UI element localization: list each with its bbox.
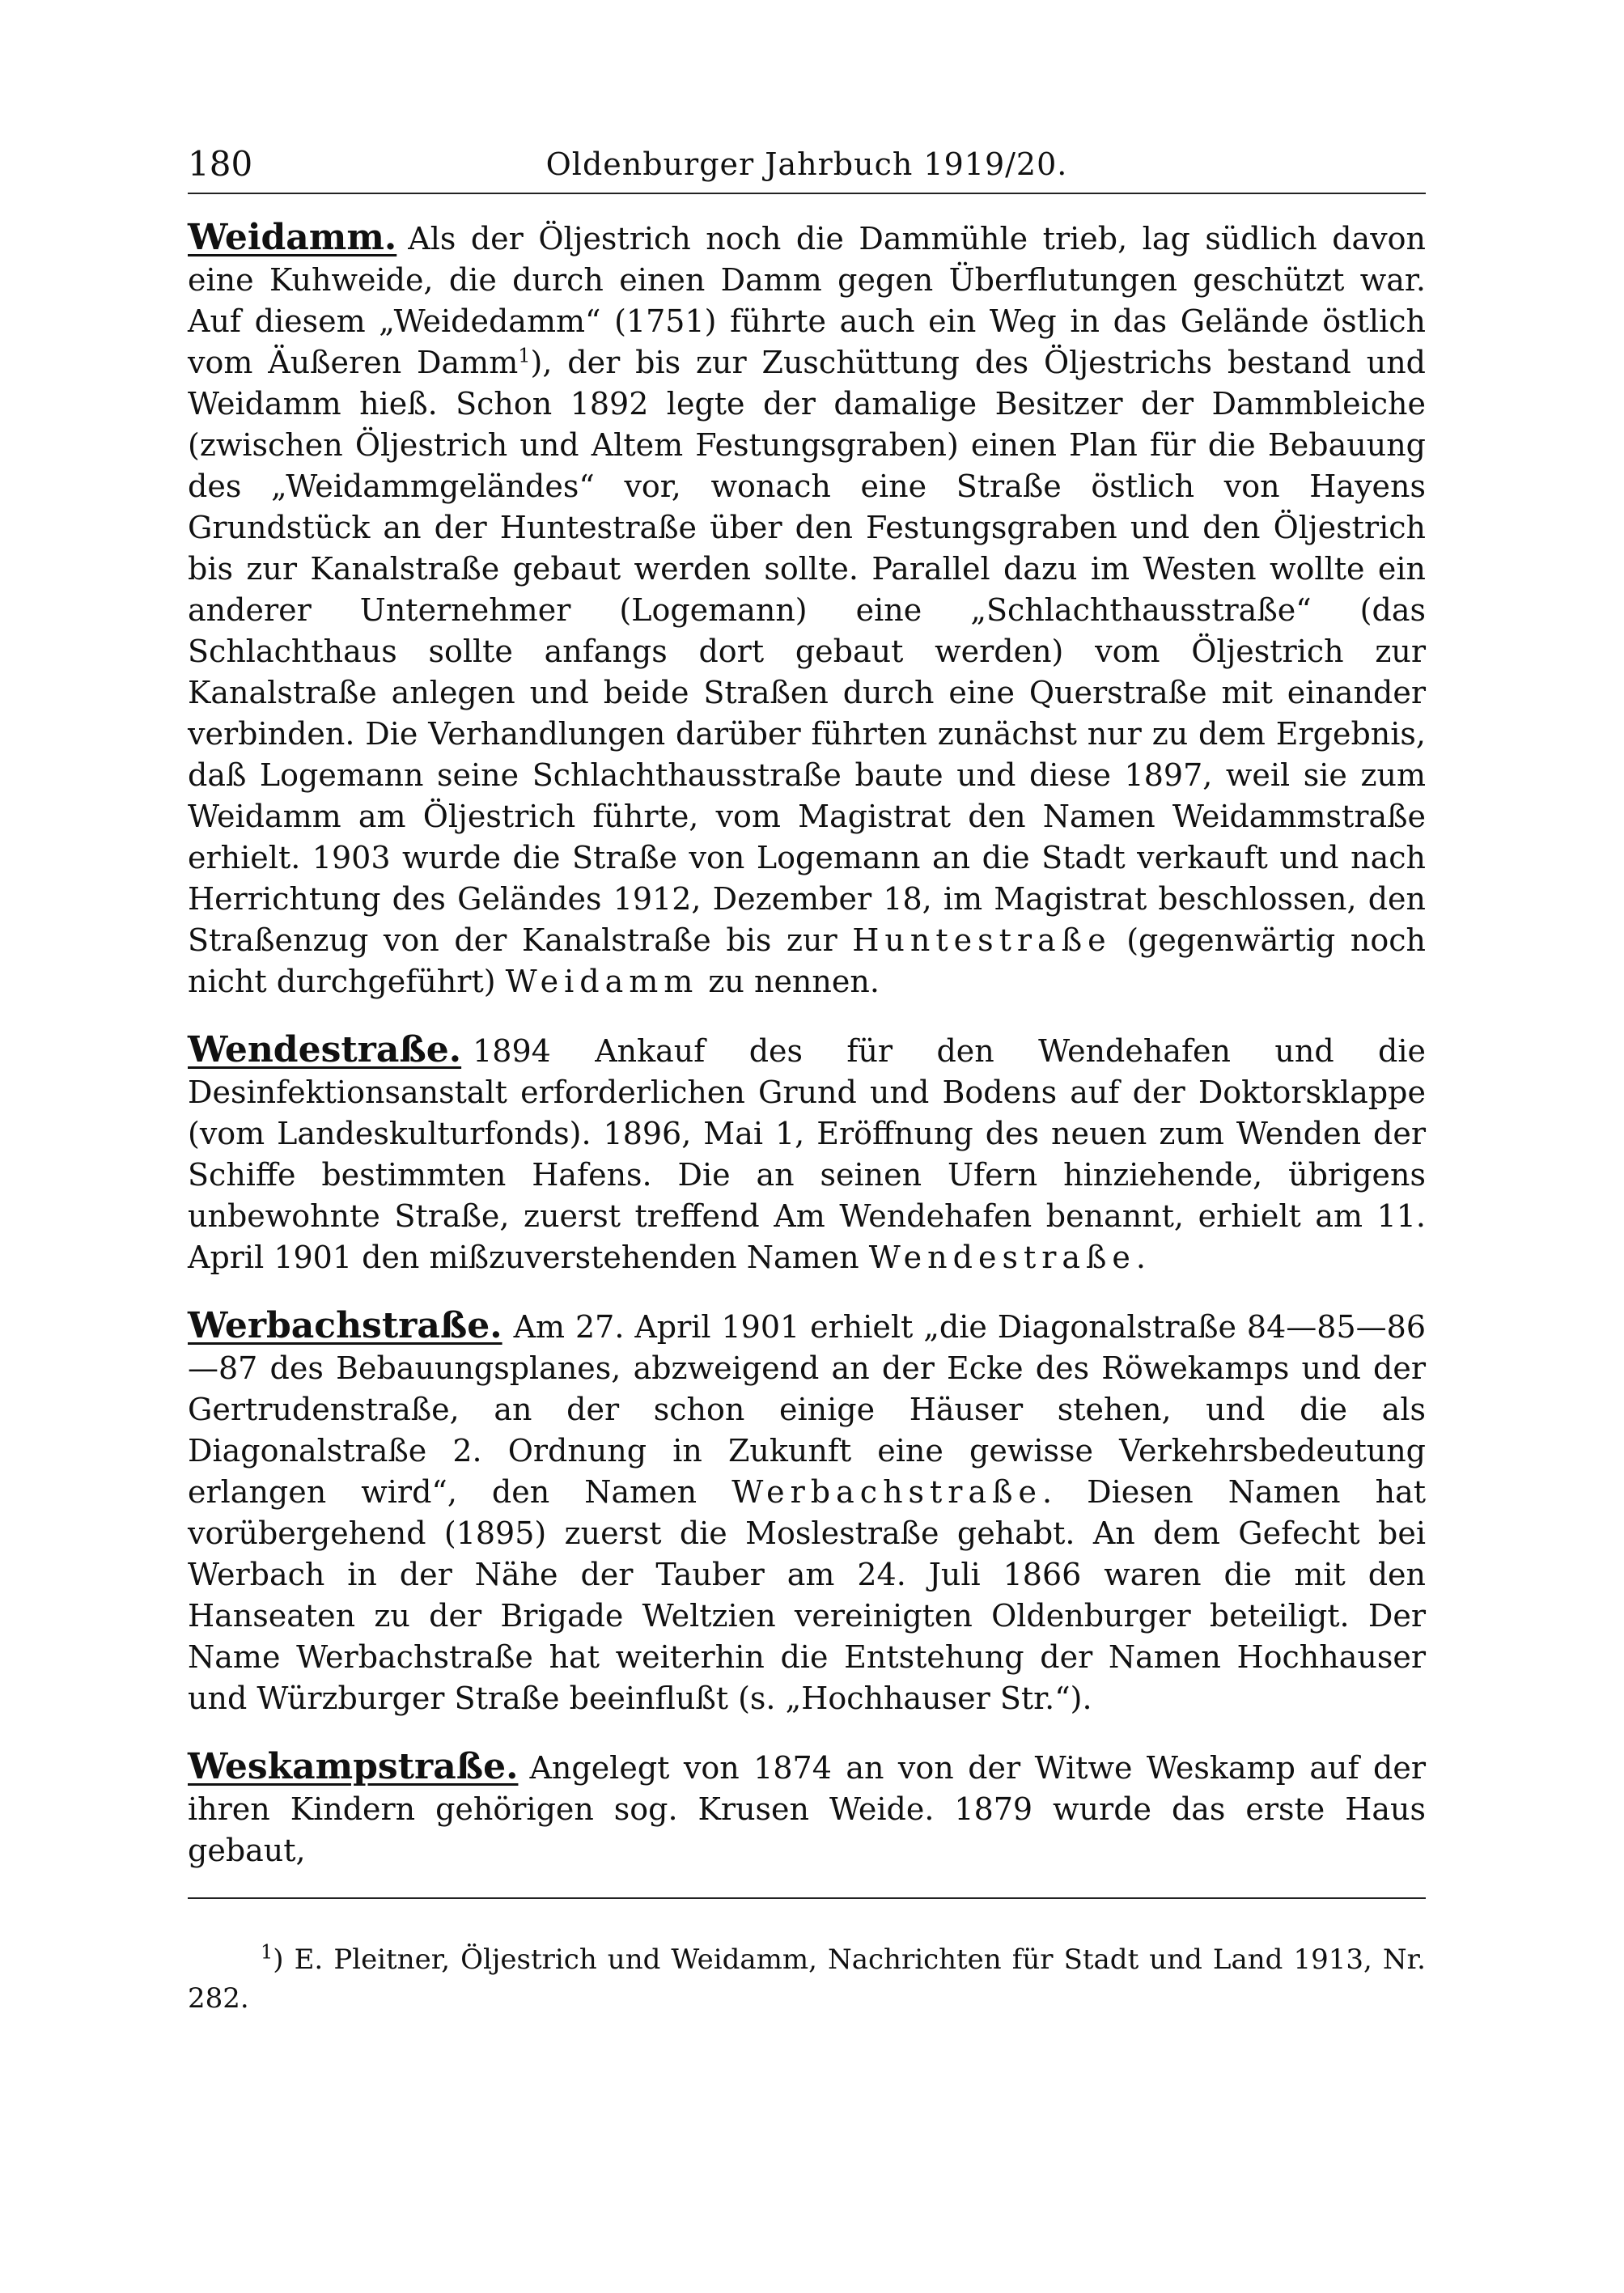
headword: Weidamm. xyxy=(188,217,397,258)
footnote-reference: 1 xyxy=(518,344,531,367)
entry-text: zu nennen. xyxy=(708,964,880,999)
page-number: 180 xyxy=(188,144,253,184)
headword: Wendestraße. xyxy=(188,1029,462,1070)
footnote xyxy=(188,1940,1426,2018)
entry-weidamm xyxy=(188,217,1426,1002)
entry-text: . xyxy=(1135,1240,1147,1275)
body-text xyxy=(188,217,1426,1871)
headword: Werbachstraße. xyxy=(188,1305,502,1346)
spaced-word: Wendestraße xyxy=(868,1240,1136,1275)
spaced-word: Weidamm xyxy=(505,964,699,999)
header-rule xyxy=(188,193,1426,194)
entry-werbachstrasse xyxy=(188,1305,1426,1719)
spaced-word: Werbachstraße xyxy=(731,1474,1042,1510)
footnote-marker: 1 xyxy=(261,1940,273,1964)
entry-text: Am 27. April 1901 erhielt „die Diagonalstraße 84—85—86—87 des Bebauungsplanes, abzweigend an der Ecke des Röwekamps und der Gertrudenstraße, an der schon einige Häuser stehen, und die als Diagonalstraße 2. Ordnung in Zukunft eine gewisse Verkehrsbedeutung erlangen wird“, den Namen xyxy=(188,1309,1426,1510)
entry-text: Als der Öljestrich noch die Dammühle trieb, lag südlich davon eine Kuhweide, die durch einen Damm gegen Überflutungen geschützt war. Auf diesem „Weidedamm“ (1751) führte auch ein Weg in das Gelände östlich vom Äußeren Damm xyxy=(188,221,1426,380)
footnote-rule xyxy=(188,1897,1426,1899)
entry-text: . Diesen Namen hat vorübergehend (1895) zuerst die Moslestraße gehabt. An dem Gefecht bei Werbach in der Nähe der Tauber am 24. Juli 1866 waren die mit den Hanseaten zu der Brigade Weltzien vereinigten Oldenburger beteiligt. Der Name Werbachstraße hat weiterhin die Entstehung der Namen Hochhauser und Würzburger Straße beeinflußt (s. „Hochhauser Str.“). xyxy=(188,1474,1427,1716)
spaced-word: Huntestraße xyxy=(852,922,1112,958)
page-header xyxy=(188,138,1426,194)
entry-text: (gegenwärtig noch nicht durchgeführt) xyxy=(188,922,1426,999)
footnote-text: ) E. Pleitner, Öljestrich und Weidamm, Nachrichten für Stadt und Land 1913, Nr. 282. xyxy=(188,1943,1426,2015)
entry-weskampstrasse xyxy=(188,1746,1426,1871)
headword: Weskampstraße. xyxy=(188,1746,519,1787)
entry-text: ), der bis zur Zuschüttung des Öljestrichs bestand und Weidamm hieß. Schon 1892 legte der damalige Besitzer der Dammbleiche (zwischen Öljestrich und Altem Festungsgraben) einen Plan für die Bebauung des „Weidammgeländes“ vor, wonach eine Straße östlich von Hayens Grundstück an der Huntestraße über den Festungsgraben und den Öljestrich bis zur Kanalstraße gebaut werden sollte. Parallel dazu im Westen wollte ein anderer Unternehmer (Logemann) eine „Schlachthausstraße“ (das Schlachthaus sollte anfangs dort gebaut werden) vom Öljestrich zur Kanalstraße anlegen und beide Straßen durch eine Querstraße mit einander verbinden. Die Verhandlungen darüber führten zunächst nur zu dem Ergebnis, daß Logemann seine Schlachthausstraße baute und diese 1897, weil sie zum Weidamm am Öljestrich führte, vom Magistrat den Namen Weidammstraße erhielt. 1903 wurde die Straße von Logemann an die Stadt verkauft und nach Herrichtung des Geländes 1912, Dezember 18, im Magistrat beschlossen, den Straßenzug von der Kanalstraße bis zur xyxy=(188,345,1427,958)
entry-wendestrasse xyxy=(188,1029,1426,1278)
running-title: Oldenburger Jahrbuch 1919/20. xyxy=(545,146,1068,182)
entry-text: Angelegt von 1874 an von der Witwe Weskamp auf der ihren Kindern gehörigen sog. Krusen Weide. 1879 wurde das erste Haus gebaut, xyxy=(188,1750,1426,1868)
entry-text: 1894 Ankauf des für den Wendehafen und die Desinfektionsanstalt erforderlichen Grund und Bodens auf der Doktorsklappe (vom Landeskulturfonds). 1896, Mai 1, Eröffnung des neuen zum Wenden der Schiffe bestimmten Hafens. Die an seinen Ufern hinziehende, übrigens unbewohnte Straße, zuerst treffend Am Wendehafen benannt, erhielt am 11. April 1901 den mißzuverstehenden Namen xyxy=(188,1033,1426,1275)
